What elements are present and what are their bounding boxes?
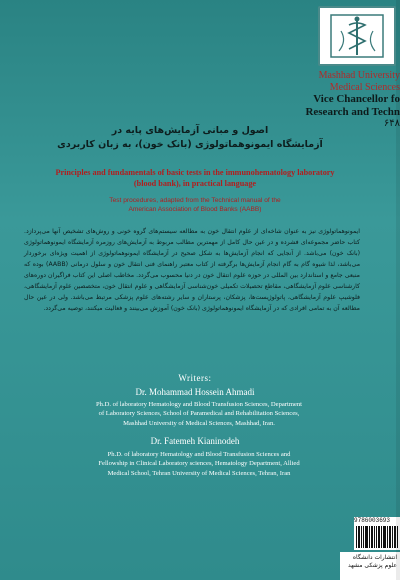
author-2-line2: Fellowship in Clinical Laboratory sciences, Hematology Department, Allied <box>98 460 300 468</box>
publisher-line1: انتشارات دانشگاه <box>352 554 397 561</box>
barcode-icon <box>354 524 400 550</box>
isbn-number: 9786003693 <box>354 517 400 525</box>
office-name-line1: Vice Chancellor fo <box>313 93 400 105</box>
author-name-2: Dr. Fatemeh Kianinodeh <box>150 436 240 446</box>
persian-title-line2: آزمایشگاه ایمونوهماتولوژی (بانک خون)، به زبان کاربردی <box>57 138 323 150</box>
english-title-line1: Principles and fundamentals of basic tests in the immunohematology laboratory <box>55 168 335 177</box>
english-title-line2: (blood bank), in practical language <box>133 178 257 188</box>
author-name-1: Dr. Mohammad Hossein Ahmadi <box>135 387 255 397</box>
caduceus-emblem-icon <box>327 11 387 61</box>
university-logo <box>318 6 396 66</box>
university-name-line1: Mashhad University <box>318 70 400 81</box>
english-subtitle-line1: Test procedures, adapted from the Technical manual of the <box>109 197 281 204</box>
series-number: ۶۴۸ <box>383 118 400 130</box>
english-title <box>30 168 360 189</box>
isbn-barcode <box>354 524 400 550</box>
author-1-line3: Mashhad University of Medical Sciences, Mashhad, Iran. <box>123 419 275 427</box>
author-1-line1: Ph.D. of laboratory Hematology and Blood Transfusion Sciences, Department <box>95 401 303 408</box>
author-2-line3: Medical School, Tehran University of Medical Sciences, Tehran, Iran <box>107 469 291 477</box>
author-2-line1: Ph.D. of laboratory Hematology and Blood Transfusion Sciences and <box>107 451 291 458</box>
cover-edge-shade <box>396 0 400 580</box>
persian-title-line1: اصول و مبانی آزمایش‌های پایه در <box>111 125 269 136</box>
author-affiliation-2 <box>44 450 354 478</box>
author-affiliation-1 <box>44 400 354 428</box>
writers-heading: Writers: <box>178 373 212 383</box>
university-name-line2: Medical Sciences <box>329 81 400 93</box>
publisher-name <box>340 552 400 580</box>
publisher-line2: علوم پزشکی مشهد <box>348 562 397 570</box>
english-subtitle-line2: American Association of Blood Banks (AABB) <box>128 205 262 213</box>
office-name-line2: Research and Techn <box>305 105 400 118</box>
persian-description: ایمونوهماتولوژی نیز به عنوان شاخه‌ای از علوم انتقال خون به مطالعه سیستم‌های گروه خونی و روش‌های تشخیص آنها می‌پردازد. کتاب حاضر مجموعه‌ای فشرده و در عین حال کامل از مهمترین مطالب مربوط به آزمایش‌های روزمره آزمایشگاه ایمونوهماتولوژی (بانک خون) می‌باشد. از آنجایی که انجام آزمایش‌ها به شکل صحیح در آزمایشگاه ایمونوهماتولوژی از اهمیت ویژه‌ای برخوردار می‌باشد، لذا شیوه گام به گام انجام آزمایش‌ها برگرفته از کتاب معتبر راهنمای فنی انتقال خون و سلول درمانی (AABB) بوده که منبعی جامع و استاندارد بین المللی در حوزه علوم انتقال خون در دنیا محسوب می‌گردد. مخاطب اصلی این کتاب فراگیران دوره‌های کارشناسی علوم آزمایشگاهی، مقاطع تحصیلات تکمیلی خون‌شناسی آزمایشگاهی و علوم انتقال خون، متخصصین علوم آزمایشگاهی، فلوشیپ علوم آزمایشگاهی، پاتولوژیست‌ها، پزشکان، پرستاران و سایر رشته‌های علوم پزشکی مرتبط می‌باشد. ولی در عین حال مطالعه آن به تمامی افرادی که در آزمایشگاه ایمونوهماتولوژی (بانک خون) آموزش می‌بینند و فعالیت میکنند، توصیه می‌گردد. <box>24 228 361 313</box>
english-subtitle <box>60 197 330 214</box>
author-1-line2: of Laboratory Sciences, School of Paramedical and Rehabilitation Sciences, <box>98 410 300 418</box>
persian-title <box>40 124 340 152</box>
university-name-block <box>300 70 400 130</box>
